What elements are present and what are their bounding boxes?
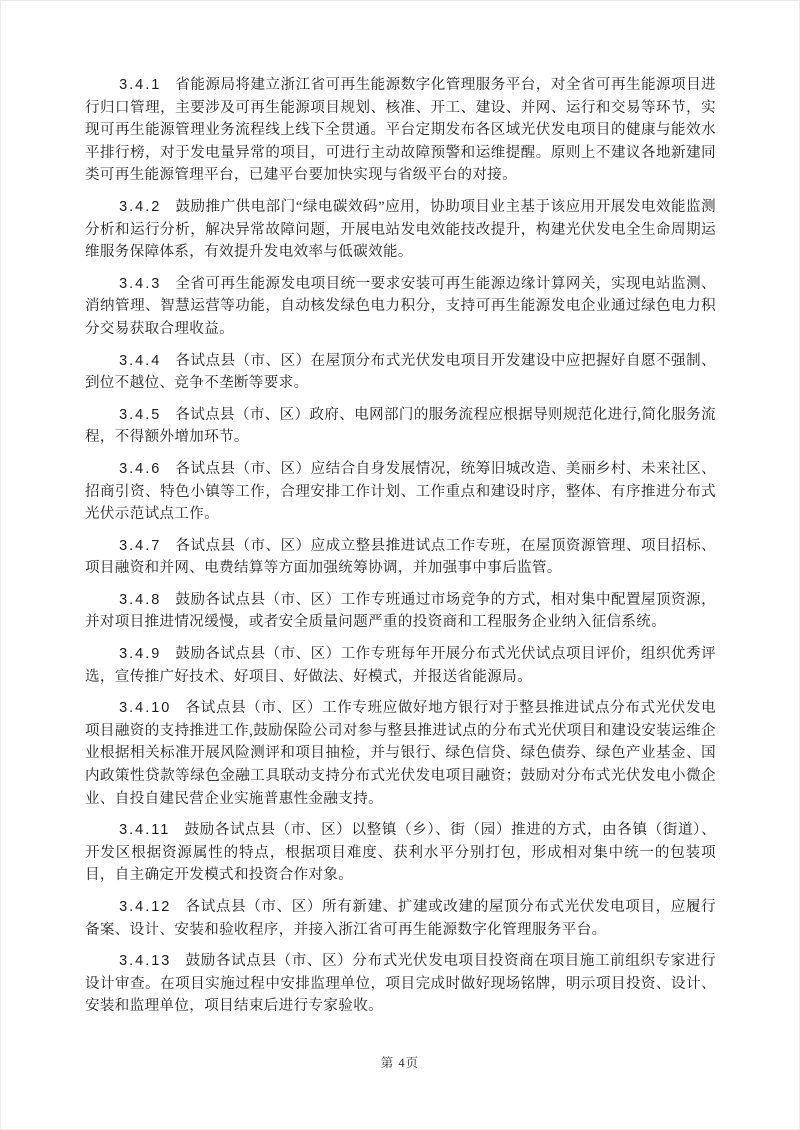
paragraph-3-4-8 [85, 589, 716, 634]
paragraph-3-4-9 [85, 643, 716, 688]
paragraph-text: 各试点县（市、区）所有新建、扩建或改建的屋顶分布式光伏发电项目，应履行备案、设计、安装和验收程序，并接入浙江省可再生能源数字化管理服务平台。 [85, 899, 716, 938]
paragraph-text: 各试点县（市、区）应成立整县推进试点工作专班，在屋顶资源管理、项目招标、项目融资和并网、电费结算等方面加强统筹协调，并加强事中事后监管。 [85, 537, 716, 577]
paragraph-text: 省能源局将建立浙江省可再生能源数字化管理服务平台，对全省可再生能源项目进行归口管理，主要涉及可再生能源项目规划、核准、开工、建设、并网、运行和交易等环节，实现可再生能源管理业务流程线上线下全贯通。平台定期发布各区域光伏发电项目的健康与能效水平排行榜，对于发电量异常的项目，可进行主动故障预警和运维提醒。原则上不建议各地新建同类可再生能源管理平台，已建平台要加快实现与省级平台的对接。 [85, 77, 716, 184]
section-number: 3.4.4 [119, 352, 162, 369]
paragraph-text: 各试点县（市、区）政府、电网部门的服务流程应根据导则规范化进行,简化服务流程，不得额外增加环节。 [85, 406, 716, 446]
paragraph-text: 各试点县（市、区）工作专班应做好地方银行对于整县推进试点分布式光伏发电项目融资的支持推进工作,鼓励保险公司对参与整县推进试点的分布式光伏项目和建设安装运维企业根据相关标准开展风险测评和项目抽检，并与银行、绿色信贷、绿色债券、绿色产业基金、国内政策性贷款等绿色金融工具联动支持分布式光伏发电项目融资；鼓励对分布式光伏发电小微企业、自投自建民营企业实施普惠性金融支持。 [85, 700, 716, 807]
paragraph-text: 鼓励推广供电部门“绿电碳效码”应用，协助项目业主基于该应用开展发电效能监测分析和运行分析，解决异常故障问题，开展电站发电效能技改提升，构建光伏发电全生命周期运维服务保障体系，有效提升发电效率与低碳效能。 [85, 198, 716, 261]
paragraph-3-4-4 [85, 350, 716, 395]
paragraph-text: 各试点县（市、区）应结合自身发展情况，统筹旧城改造、美丽乡村、未来社区、招商引资、特色小镇等工作，合理安排工作计划、工作重点和建设时序，整体、有序推进分布式光伏示范试点工作。 [85, 460, 716, 523]
section-number: 3.4.6 [119, 460, 162, 477]
page-number: 第 4页 [380, 1056, 420, 1070]
paragraph-3-4-2 [85, 196, 716, 264]
document-body [85, 74, 716, 1027]
paragraph-3-4-1 [85, 74, 716, 187]
paragraph-3-4-7 [85, 535, 716, 580]
section-number: 3.4.13 [119, 953, 172, 970]
paragraph-3-4-6 [85, 458, 716, 526]
paragraph-text: 鼓励各试点县（市、区）以整镇（乡）、街（园）推进的方式，由各镇（街道）、开发区根据资源属性的特点，根据项目难度、获利水平分别打包，形成相对集中统一的包装项目，自主确定开发模式和投资合作对象。 [85, 822, 716, 884]
paragraph-3-4-11 [85, 819, 716, 887]
section-number: 3.4.8 [119, 591, 162, 608]
section-number: 3.4.9 [119, 646, 162, 663]
section-number: 3.4.1 [119, 77, 162, 93]
paragraph-3-4-12 [85, 896, 716, 941]
section-number: 3.4.2 [119, 198, 162, 215]
section-number: 3.4.11 [119, 822, 171, 839]
paragraph-text: 各试点县（市、区）在屋顶分布式光伏发电项目开发建设中应把握好自愿不强制、到位不越位、竞争不垄断等要求。 [85, 352, 716, 392]
paragraph-text: 鼓励各试点县（市、区）工作专班每年开展分布式光伏试点项目评价，组织优秀评选，宣传推广好技术、好项目、好做法、好模式，并报送省能源局。 [85, 646, 716, 685]
paragraph-text: 鼓励各试点县（市、区）分布式光伏发电项目投资商在项目施工前组织专家进行设计审查。在项目实施过程中安排监理单位，项目完成时做好现场铭牌，明示项目投资、设计、安装和监理单位，项目结束后进行专家验收。 [85, 953, 716, 1015]
section-number: 3.4.7 [119, 537, 162, 554]
paragraph-3-4-3 [85, 273, 716, 341]
paragraph-3-4-10 [85, 697, 716, 810]
paragraph-text: 鼓励各试点县（市、区）工作专班通过市场竞争的方式，相对集中配置屋顶资源，并对项目推进情况缓慢，或者安全质量问题严重的投资商和工程服务企业纳入征信系统。 [85, 591, 716, 631]
section-number: 3.4.5 [119, 406, 162, 423]
section-number: 3.4.10 [119, 700, 172, 717]
paragraph-text: 全省可再生能源发电项目统一要求安装可再生能源边缘计算网关，实现电站监测、消纳管理、智慧运营等功能，自动核发绿色电力积分，支持可再生能源发电企业通过绿色电力积分交易获取合理收益。 [85, 275, 716, 337]
section-number: 3.4.12 [119, 899, 172, 915]
paragraph-3-4-5 [85, 404, 716, 449]
paragraph-3-4-13 [85, 950, 716, 1018]
section-number: 3.4.3 [119, 275, 162, 292]
